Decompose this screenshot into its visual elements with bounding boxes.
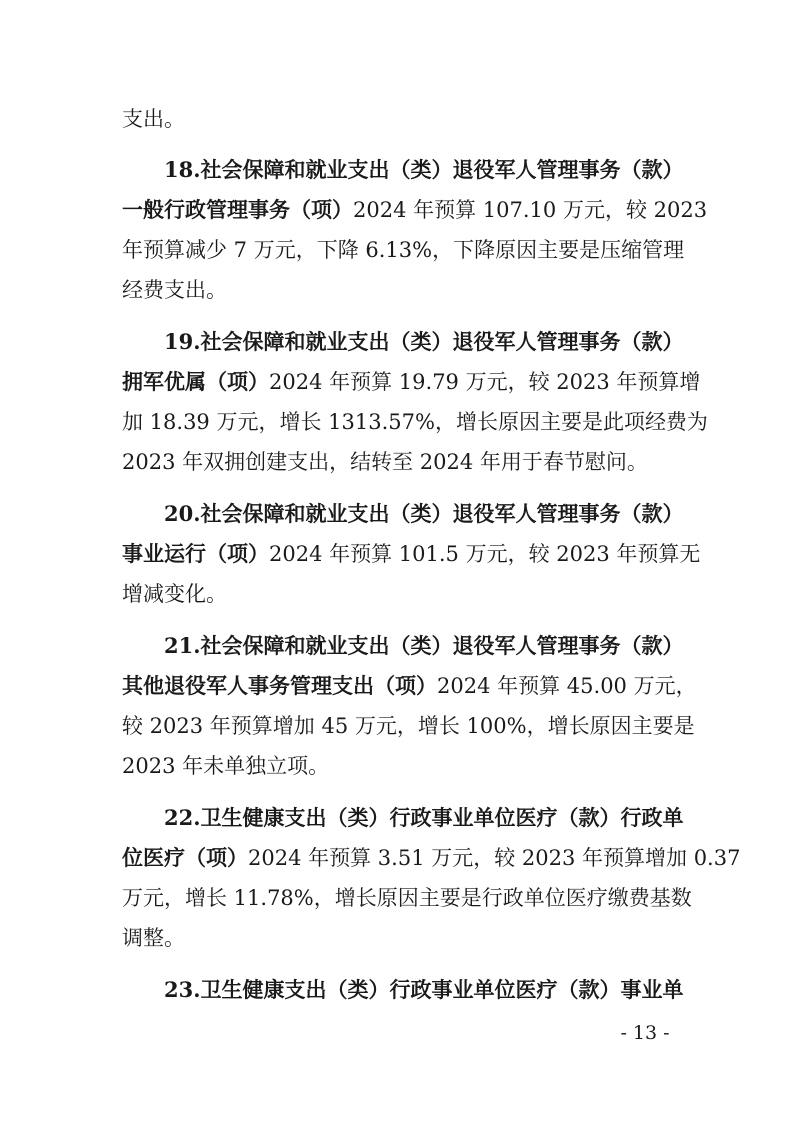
paragraph-heading-23: 23.卫生健康支出（类）行政事业单位医疗（款）事业单	[164, 977, 684, 1002]
paragraph-line: 位医疗（项）2024 年预算 3.51 万元，较 2023 年预算增加 0.37	[122, 845, 741, 870]
paragraph-line: 一般行政管理事务（项）2024 年预算 107.10 万元，较 2023	[122, 197, 708, 222]
paragraph-heading-19: 19.社会保障和就业支出（类）退役军人管理事务（款）	[164, 329, 684, 354]
paragraph-heading-22: 22.卫生健康支出（类）行政事业单位医疗（款）行政单	[164, 805, 684, 830]
paragraph-line: 调整。	[122, 926, 185, 950]
paragraph-line: 万元，增长 11.78%，增长原因主要是行政单位医疗缴费基数	[122, 886, 692, 910]
paragraph-line: 其他退役军人事务管理支出（项）2024 年预算 45.00 万元，	[122, 673, 697, 698]
page-number: - 13 -	[620, 1022, 670, 1044]
paragraph-line: 经费支出。	[122, 278, 227, 302]
paragraph-line: 年预算减少 7 万元，下降 6.13%，下降原因主要是压缩管理	[122, 238, 685, 262]
paragraph-line: 2023 年双拥创建支出，结转至 2024 年用于春节慰问。	[122, 450, 648, 474]
paragraph-heading-20: 20.社会保障和就业支出（类）退役军人管理事务（款）	[164, 501, 684, 526]
paragraph-heading-18: 18.社会保障和就业支出（类）退役军人管理事务（款）	[164, 157, 684, 182]
paragraph-line: 拥军优属（项）2024 年预算 19.79 万元，较 2023 年预算增	[122, 369, 701, 394]
paragraph-line: 支出。	[122, 107, 185, 131]
paragraph-line: 事业运行（项）2024 年预算 101.5 万元，较 2023 年预算无	[122, 541, 701, 566]
paragraph-line: 2023 年未单独立项。	[122, 754, 330, 778]
paragraph-line: 较 2023 年预算增加 45 万元，增长 100%，增长原因主要是	[122, 714, 695, 738]
paragraph-heading-21: 21.社会保障和就业支出（类）退役军人管理事务（款）	[164, 633, 684, 658]
paragraph-line: 加 18.39 万元，增长 1313.57%，增长原因主要是此项经费为	[122, 410, 708, 434]
paragraph-line: 增减变化。	[122, 582, 227, 606]
